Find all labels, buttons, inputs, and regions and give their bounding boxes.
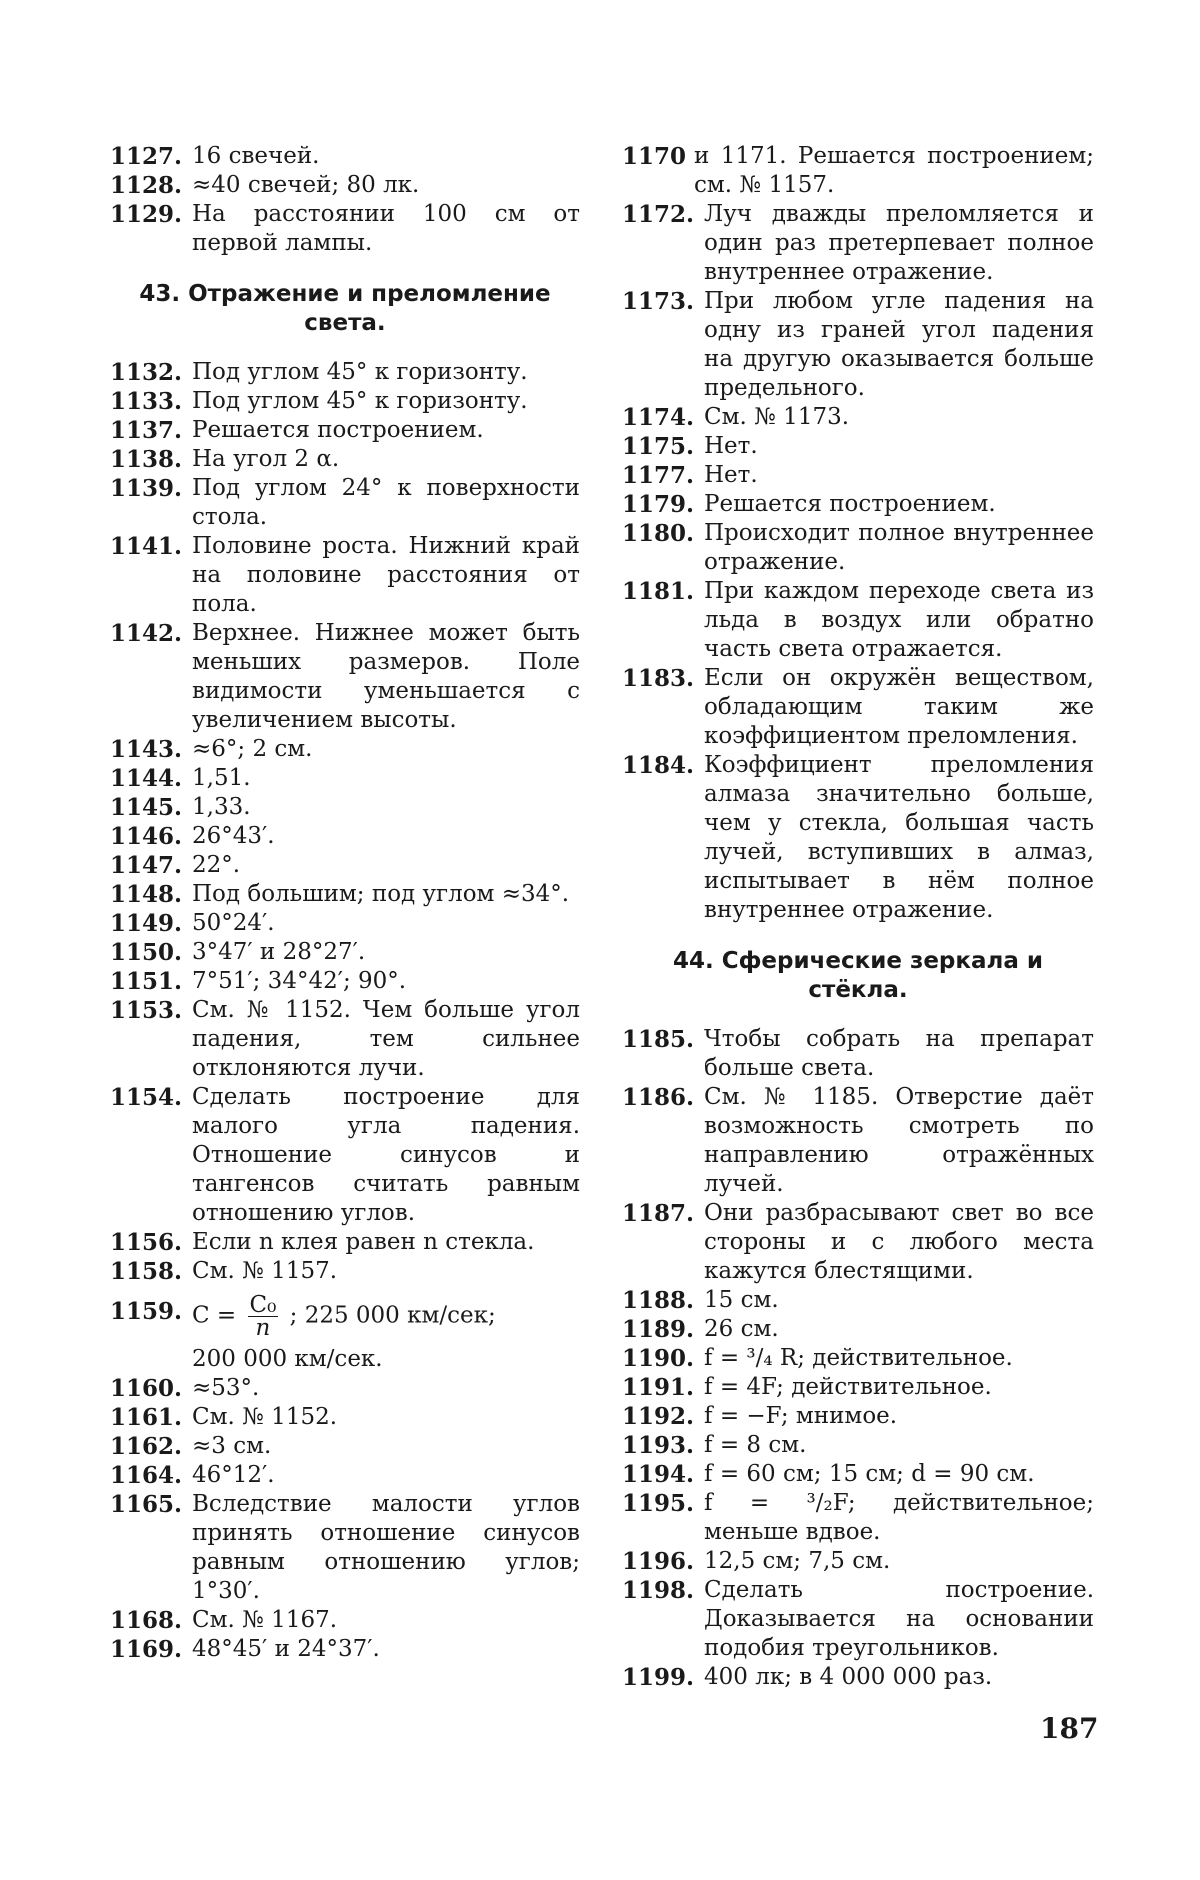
answer-number: 1137. <box>110 417 183 444</box>
answer-entry <box>110 1374 580 1403</box>
answer-entry <box>622 287 1094 403</box>
formula-continuation: 200 000 км/сек. <box>192 1346 383 1372</box>
answer-entry <box>622 1431 1094 1460</box>
answer-number: 1141. <box>110 533 183 560</box>
answer-number: 1149. <box>110 910 183 937</box>
answer-entry <box>110 619 580 735</box>
answer-entry <box>110 358 580 387</box>
answer-entry <box>622 403 1094 432</box>
answer-number: 1170 <box>622 143 687 170</box>
answer-text: 1,51. <box>192 765 251 791</box>
answer-text: См. № 1167. <box>192 1607 338 1633</box>
answer-text: 7°51′; 34°42′; 90°. <box>192 968 407 994</box>
answer-entry <box>110 142 580 171</box>
answer-text: Решается построением. <box>704 491 996 517</box>
answer-number: 1154. <box>110 1084 183 1111</box>
answer-text: 48°45′ и 24°37′. <box>192 1636 380 1662</box>
answer-text: 1,33. <box>192 794 251 820</box>
answer-entry <box>110 1257 580 1286</box>
answer-number: 1189. <box>622 1316 695 1343</box>
answer-text: 50°24′. <box>192 910 275 936</box>
answer-entry <box>110 200 580 258</box>
answer-number: 1185. <box>622 1026 695 1053</box>
answer-text: При каждом переходе света из льда в воздух или обратно часть света отражается. <box>704 578 1094 662</box>
left-column <box>110 142 580 1664</box>
answer-text: ≈53°. <box>192 1375 260 1401</box>
answer-number: 1156. <box>110 1229 183 1256</box>
answer-entry <box>110 1461 580 1490</box>
answer-text: Коэффициент преломления алмаза значительно больше, чем у стекла, большая часть лучей, вступивших в алмаз, испытывает в нём полное внутреннее отражение. <box>704 752 1094 923</box>
answer-number: 1162. <box>110 1433 183 1460</box>
answer-text: См. № 1152. <box>192 1404 338 1430</box>
answer-text: ≈6°; 2 см. <box>192 736 313 762</box>
answer-entry <box>622 1576 1094 1663</box>
answer-entry-1159 <box>110 1294 580 1339</box>
answer-text: На угол 2 α. <box>192 446 340 472</box>
answer-text: Решается построением. <box>192 417 484 443</box>
answer-text: Вследствие малости углов принять отношение синусов равным отношению углов; 1°30′. <box>192 1491 580 1604</box>
answer-number: 1165. <box>110 1491 183 1518</box>
answer-text: Половине роста. Нижний край на половине расстояния от пола. <box>192 533 580 617</box>
answer-number: 1184. <box>622 752 695 779</box>
answer-number: 1153. <box>110 997 183 1024</box>
answer-entry <box>110 387 580 416</box>
answer-text: Под большим; под углом ≈34°. <box>192 881 570 907</box>
answer-entry <box>622 1402 1094 1431</box>
answer-text: 46°12′. <box>192 1462 275 1488</box>
answer-text: 16 свечей. <box>192 143 320 169</box>
answer-number: 1175. <box>622 433 695 460</box>
answer-text: Луч дважды преломляется и один раз претерпевает полное внутреннее отражение. <box>704 201 1094 285</box>
answer-number: 1161. <box>110 1404 183 1431</box>
left-entries-top <box>110 142 580 258</box>
answer-number: 1133. <box>110 388 183 415</box>
answer-text: Верхнее. Нижнее может быть меньших размеров. Поле видимости уменьшается с увеличением высоты. <box>192 620 580 733</box>
answer-text: f = 60 см; 15 см; d = 90 см. <box>704 1461 1035 1487</box>
answer-number: 1164. <box>110 1462 183 1489</box>
right-entries-bottom <box>622 1025 1094 1692</box>
answer-number: 1179. <box>622 491 695 518</box>
answer-number: 1190. <box>622 1345 695 1372</box>
answer-entry <box>622 519 1094 577</box>
answer-text: ≈3 см. <box>192 1433 272 1459</box>
left-entries-bottom <box>110 1374 580 1664</box>
answer-number: 1139. <box>110 475 183 502</box>
answer-number: 1158. <box>110 1258 183 1285</box>
right-column <box>622 142 1094 1692</box>
answer-entry <box>110 1490 580 1606</box>
answer-entry <box>622 577 1094 664</box>
section-heading-43: 43. Отражение и преломление света. <box>139 281 551 336</box>
answer-number: 1198. <box>622 1577 695 1604</box>
answer-text: Чтобы собрать на препарат больше света. <box>704 1026 1094 1081</box>
answer-number: 1199. <box>622 1664 695 1691</box>
answer-entry <box>622 1373 1094 1402</box>
answer-number: 1146. <box>110 823 183 850</box>
answer-number: 1145. <box>110 794 183 821</box>
answer-number: 1196. <box>622 1548 695 1575</box>
answer-entry <box>110 822 580 851</box>
answer-entry <box>622 1083 1094 1199</box>
answer-number: 1194. <box>622 1461 695 1488</box>
answer-number: 1128. <box>110 172 183 199</box>
answer-formula <box>192 1294 580 1339</box>
answer-entry <box>622 1547 1094 1576</box>
answer-number: 1191. <box>622 1374 695 1401</box>
answer-entry <box>110 996 580 1083</box>
answer-entry <box>622 1025 1094 1083</box>
answer-number: 1151. <box>110 968 183 995</box>
answer-number: 1144. <box>110 765 183 792</box>
answer-text: Под углом 45° к горизонту. <box>192 388 528 414</box>
formula-rest: ; 225 000 км/сек; <box>289 1302 496 1329</box>
answer-text: См. № 1152. Чем больше угол падения, тем сильнее отклоняются лучи. <box>192 997 580 1081</box>
answer-text: Если он окружён веществом, обладающим таким же коэффициентом преломления. <box>704 665 1094 749</box>
answer-number: 1148. <box>110 881 183 908</box>
answer-entry <box>622 1663 1094 1692</box>
answer-number: 1142. <box>110 620 183 647</box>
answer-entry <box>110 967 580 996</box>
answer-number: 1174. <box>622 404 695 431</box>
formula-lhs: C = <box>192 1302 237 1329</box>
answer-text: Сделать построение. Доказывается на основании подобия треугольников. <box>704 1577 1094 1661</box>
answer-text: См. № 1157. <box>192 1258 338 1284</box>
answer-text: При любом угле падения на одну из граней угол падения на другую оказывается больше предельного. <box>704 288 1094 401</box>
answer-entry <box>110 880 580 909</box>
answer-entry <box>110 1635 580 1664</box>
answer-number: 1173. <box>622 288 695 315</box>
answer-number: 1193. <box>622 1432 695 1459</box>
answer-entry <box>622 751 1094 925</box>
answer-text: Под углом 24° к поверхности стола. <box>192 475 580 530</box>
answer-entry <box>110 735 580 764</box>
answer-entry <box>622 1315 1094 1344</box>
answer-text: Нет. <box>704 462 758 488</box>
answer-text: См. № 1173. <box>704 404 850 430</box>
answer-text: На расстоянии 100 см от первой лампы. <box>192 201 580 256</box>
answer-number: 1195. <box>622 1490 695 1517</box>
answer-text: 26°43′. <box>192 823 275 849</box>
answer-number: 1147. <box>110 852 183 879</box>
answer-entry <box>110 416 580 445</box>
answer-entry <box>110 171 580 200</box>
answer-entry <box>622 1489 1094 1547</box>
formula-fraction <box>248 1294 279 1339</box>
answer-text: Сделать построение для малого угла падения. Отношение синусов и тангенсов считать равным отношению углов. <box>192 1084 580 1226</box>
answer-text: 15 см. <box>704 1287 779 1313</box>
formula-denominator: n <box>255 1315 271 1341</box>
answer-number: 1181. <box>622 578 695 605</box>
answer-text: Происходит полное внутреннее отражение. <box>704 520 1094 575</box>
answer-entry <box>110 1083 580 1228</box>
answer-entry <box>622 432 1094 461</box>
answer-entry <box>110 851 580 880</box>
section-heading-44: 44. Сферические зеркала и стёкла. <box>672 948 1044 1003</box>
answer-entry <box>110 1432 580 1461</box>
answer-number: 1183. <box>622 665 695 692</box>
answer-number: 1150. <box>110 939 183 966</box>
answer-text: f = −F; мнимое. <box>704 1403 898 1429</box>
answer-text: f = 8 см. <box>704 1432 807 1458</box>
answer-entry <box>622 200 1094 287</box>
answer-text: f = 4F; действительное. <box>704 1374 992 1400</box>
answer-number: 1129. <box>110 201 183 228</box>
answer-text: f = ³/₄ R; действительное. <box>704 1345 1013 1371</box>
answer-text: См. № 1185. Отверстие даёт возможность смотреть по направлению отражённых лучей. <box>704 1084 1094 1197</box>
answer-text: и 1171. Решается построением; см. № 1157. <box>694 143 1094 198</box>
answer-number: 1143. <box>110 736 183 763</box>
answer-number: 1177. <box>622 462 695 489</box>
answer-number: 1187. <box>622 1200 695 1227</box>
answer-entry <box>622 490 1094 519</box>
formula-numerator: C₀ <box>249 1292 277 1318</box>
answer-entry <box>110 474 580 532</box>
answer-text: Они разбрасывают свет во все стороны и с любого места кажутся блестящими. <box>704 1200 1094 1284</box>
answer-number: 1168. <box>110 1607 183 1634</box>
answer-text: 400 лк; в 4 000 000 раз. <box>704 1664 993 1690</box>
answer-entry <box>622 461 1094 490</box>
answer-entry <box>622 1286 1094 1315</box>
answer-text: 22°. <box>192 852 241 878</box>
answer-text: ≈40 свечей; 80 лк. <box>192 172 420 198</box>
answer-text: Под углом 45° к горизонту. <box>192 359 528 385</box>
answer-entry <box>110 532 580 619</box>
answer-number: 1180. <box>622 520 695 547</box>
answer-number: 1192. <box>622 1403 695 1430</box>
answer-number: 1159. <box>110 1298 183 1325</box>
answer-entry <box>622 1199 1094 1286</box>
answer-number: 1188. <box>622 1287 695 1314</box>
answer-text: f = ³/₂F; действительное; меньше вдвое. <box>704 1490 1094 1545</box>
answer-entry <box>110 793 580 822</box>
answer-text: 12,5 см; 7,5 см. <box>704 1548 891 1574</box>
answer-entry <box>110 909 580 938</box>
answer-text: Если n клея равен n стекла. <box>192 1229 535 1255</box>
answer-number: 1186. <box>622 1084 695 1111</box>
answer-entry <box>622 664 1094 751</box>
answer-number: 1138. <box>110 446 183 473</box>
answer-text: Нет. <box>704 433 758 459</box>
answer-entry <box>110 1228 580 1257</box>
answer-number: 1169. <box>110 1636 183 1663</box>
answer-text: 3°47′ и 28°27′. <box>192 939 366 965</box>
answer-number: 1132. <box>110 359 183 386</box>
answer-entry-1159-continued <box>110 1345 580 1374</box>
answer-entry <box>622 1344 1094 1373</box>
right-entries-top <box>622 200 1094 925</box>
answer-entry <box>110 1403 580 1432</box>
answer-entry-1170 <box>622 142 1094 200</box>
answer-entry <box>110 445 580 474</box>
answer-number: 1127. <box>110 143 183 170</box>
answer-text: 26 см. <box>704 1316 779 1342</box>
answer-number: 1160. <box>110 1375 183 1402</box>
left-entries-main <box>110 358 580 1286</box>
answer-entry <box>110 938 580 967</box>
answer-entry <box>110 764 580 793</box>
answer-entry <box>110 1606 580 1635</box>
page-number: 187 <box>1040 1712 1099 1745</box>
answer-number: 1172. <box>622 201 695 228</box>
answer-entry <box>622 1460 1094 1489</box>
